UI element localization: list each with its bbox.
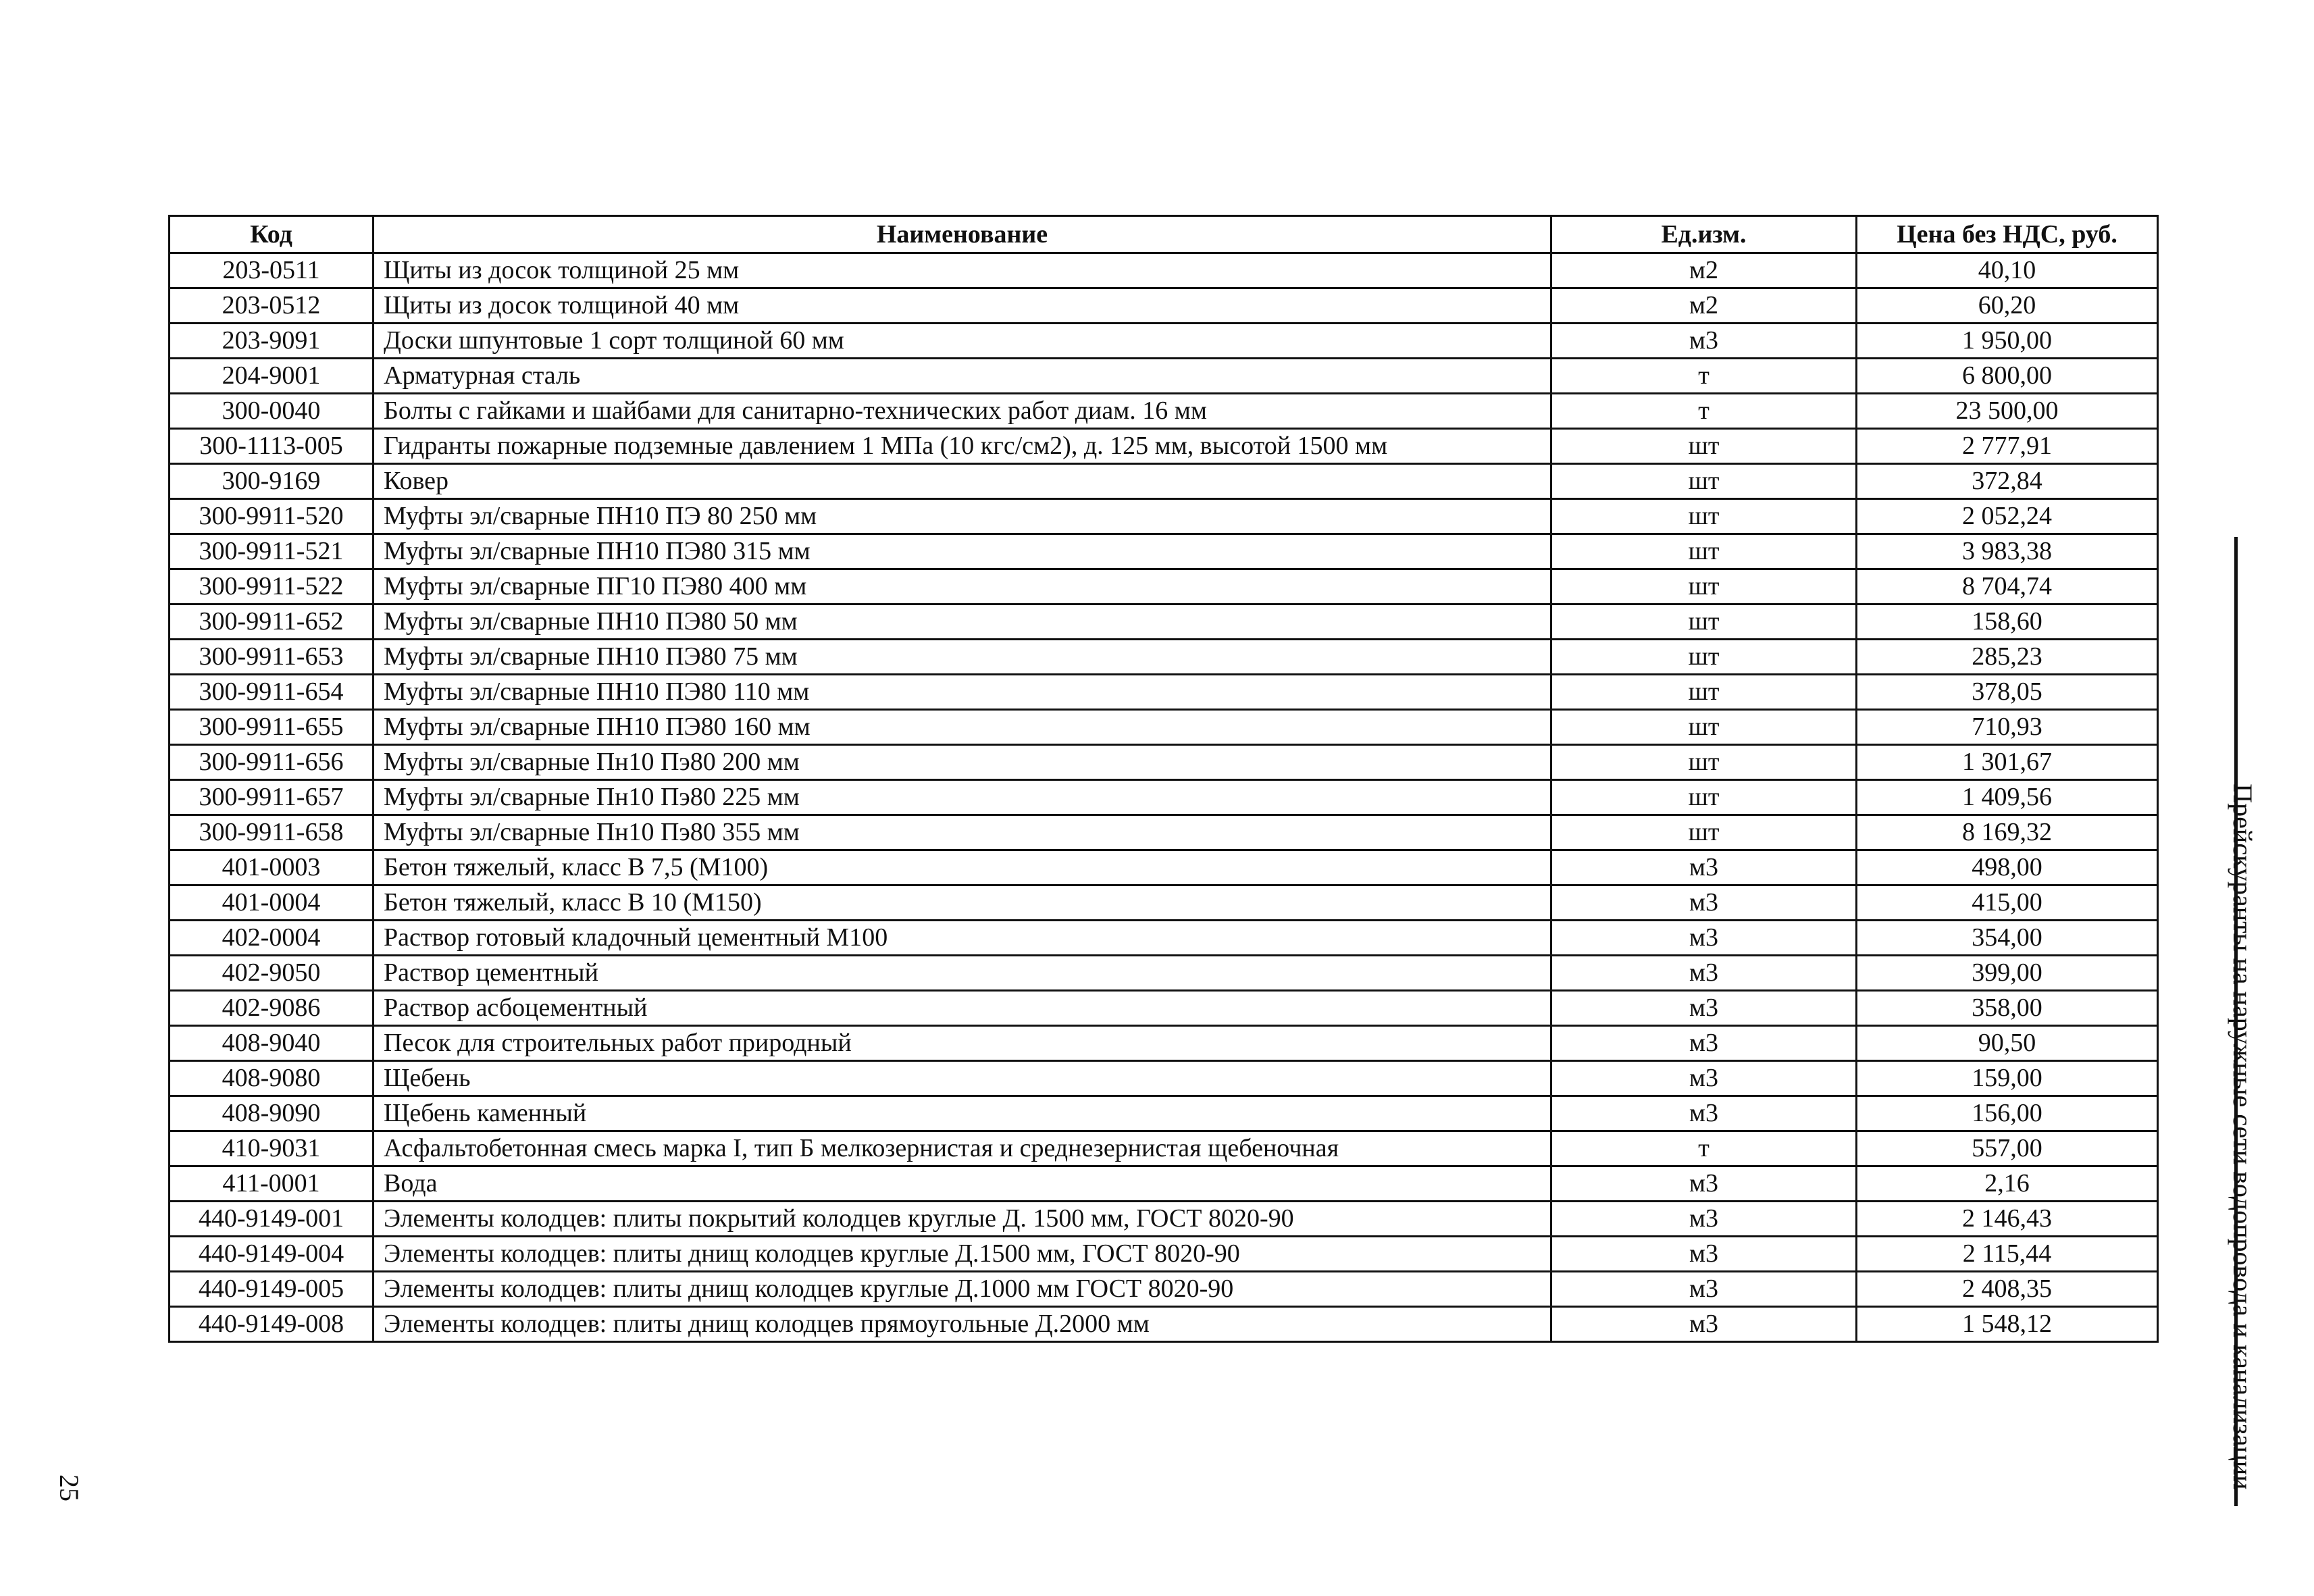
header-unit: Ед.изм. bbox=[1551, 216, 1857, 253]
page-number: 25 bbox=[54, 1474, 84, 1501]
cell-code: 300-9169 bbox=[170, 464, 374, 499]
cell-price: 399,00 bbox=[1857, 956, 2158, 991]
cell-code: 402-9050 bbox=[170, 956, 374, 991]
cell-name: Щебень bbox=[374, 1061, 1551, 1096]
cell-code: 408-9090 bbox=[170, 1096, 374, 1131]
cell-unit: м3 bbox=[1551, 956, 1857, 991]
cell-code: 402-0004 bbox=[170, 921, 374, 956]
table-row bbox=[170, 394, 2158, 429]
cell-unit: м3 bbox=[1551, 991, 1857, 1026]
cell-code: 300-9911-657 bbox=[170, 780, 374, 815]
table-row bbox=[170, 534, 2158, 569]
cell-unit: м3 bbox=[1551, 850, 1857, 885]
cell-code: 300-9911-522 bbox=[170, 569, 374, 604]
cell-unit: м3 bbox=[1551, 921, 1857, 956]
cell-price: 1 950,00 bbox=[1857, 324, 2158, 359]
table-row bbox=[170, 710, 2158, 745]
cell-price: 1 301,67 bbox=[1857, 745, 2158, 780]
table-row bbox=[170, 885, 2158, 921]
cell-price: 90,50 bbox=[1857, 1026, 2158, 1061]
cell-unit: шт bbox=[1551, 675, 1857, 710]
cell-unit: шт bbox=[1551, 640, 1857, 675]
table-row bbox=[170, 569, 2158, 604]
table-row bbox=[170, 745, 2158, 780]
table-row bbox=[170, 1166, 2158, 1202]
cell-name: Асфальтобетонная смесь марка I, тип Б мелкозернистая и среднезернистая щебеночная bbox=[374, 1131, 1551, 1166]
cell-name: Болты с гайками и шайбами для санитарно-технических работ диам. 16 мм bbox=[374, 394, 1551, 429]
cell-name: Щебень каменный bbox=[374, 1096, 1551, 1131]
cell-price: 40,10 bbox=[1857, 253, 2158, 288]
cell-price: 1 409,56 bbox=[1857, 780, 2158, 815]
cell-name: Муфты эл/сварные ПН10 ПЭ 80 250 мм bbox=[374, 499, 1551, 534]
table-row bbox=[170, 1096, 2158, 1131]
cell-name: Бетон тяжелый, класс В 7,5 (М100) bbox=[374, 850, 1551, 885]
cell-name: Ковер bbox=[374, 464, 1551, 499]
cell-unit: м3 bbox=[1551, 1096, 1857, 1131]
cell-unit: шт bbox=[1551, 710, 1857, 745]
cell-name: Муфты эл/сварные ПГ10 ПЭ80 400 мм bbox=[374, 569, 1551, 604]
table-row bbox=[170, 359, 2158, 394]
cell-name: Раствор готовый кладочный цементный М100 bbox=[374, 921, 1551, 956]
cell-code: 300-9911-520 bbox=[170, 499, 374, 534]
cell-price: 3 983,38 bbox=[1857, 534, 2158, 569]
cell-name: Муфты эл/сварные ПН10 ПЭ80 75 мм bbox=[374, 640, 1551, 675]
table-header-row bbox=[170, 216, 2158, 253]
table-row bbox=[170, 956, 2158, 991]
cell-name: Муфты эл/сварные Пн10 Пэ80 225 мм bbox=[374, 780, 1551, 815]
table-row bbox=[170, 499, 2158, 534]
cell-code: 203-9091 bbox=[170, 324, 374, 359]
cell-code: 300-1113-005 bbox=[170, 429, 374, 464]
cell-unit: м3 bbox=[1551, 1026, 1857, 1061]
cell-price: 2 777,91 bbox=[1857, 429, 2158, 464]
table-row bbox=[170, 815, 2158, 850]
cell-price: 2 146,43 bbox=[1857, 1202, 2158, 1237]
cell-code: 440-9149-004 bbox=[170, 1237, 374, 1272]
cell-price: 498,00 bbox=[1857, 850, 2158, 885]
table-row bbox=[170, 1026, 2158, 1061]
table-body bbox=[170, 253, 2158, 1342]
cell-price: 415,00 bbox=[1857, 885, 2158, 921]
cell-code: 203-0512 bbox=[170, 288, 374, 324]
table-row bbox=[170, 850, 2158, 885]
table-row bbox=[170, 1131, 2158, 1166]
cell-price: 23 500,00 bbox=[1857, 394, 2158, 429]
cell-unit: шт bbox=[1551, 569, 1857, 604]
cell-unit: м3 bbox=[1551, 1061, 1857, 1096]
cell-price: 2,16 bbox=[1857, 1166, 2158, 1202]
cell-unit: шт bbox=[1551, 464, 1857, 499]
cell-price: 372,84 bbox=[1857, 464, 2158, 499]
table-row bbox=[170, 288, 2158, 324]
cell-code: 300-9911-656 bbox=[170, 745, 374, 780]
cell-unit: шт bbox=[1551, 815, 1857, 850]
cell-name: Арматурная сталь bbox=[374, 359, 1551, 394]
header-code: Код bbox=[170, 216, 374, 253]
cell-name: Муфты эл/сварные ПН10 ПЭ80 315 мм bbox=[374, 534, 1551, 569]
table-row bbox=[170, 429, 2158, 464]
cell-code: 408-9080 bbox=[170, 1061, 374, 1096]
cell-name: Элементы колодцев: плиты покрытий колодцев круглые Д. 1500 мм, ГОСТ 8020-90 bbox=[374, 1202, 1551, 1237]
cell-unit: м3 bbox=[1551, 1237, 1857, 1272]
table-row bbox=[170, 464, 2158, 499]
cell-unit: т bbox=[1551, 359, 1857, 394]
cell-code: 300-9911-654 bbox=[170, 675, 374, 710]
table-row bbox=[170, 1061, 2158, 1096]
cell-name: Элементы колодцев: плиты днищ колодцев круглые Д.1000 мм ГОСТ 8020-90 bbox=[374, 1272, 1551, 1307]
cell-price: 2 408,35 bbox=[1857, 1272, 2158, 1307]
cell-unit: шт bbox=[1551, 534, 1857, 569]
cell-price: 8 704,74 bbox=[1857, 569, 2158, 604]
cell-code: 440-9149-008 bbox=[170, 1307, 374, 1342]
cell-name: Муфты эл/сварные ПН10 ПЭ80 110 мм bbox=[374, 675, 1551, 710]
cell-price: 285,23 bbox=[1857, 640, 2158, 675]
cell-name: Бетон тяжелый, класс В 10 (М150) bbox=[374, 885, 1551, 921]
cell-price: 2 115,44 bbox=[1857, 1237, 2158, 1272]
cell-name: Раствор асбоцементный bbox=[374, 991, 1551, 1026]
table-row bbox=[170, 253, 2158, 288]
cell-price: 557,00 bbox=[1857, 1131, 2158, 1166]
cell-code: 408-9040 bbox=[170, 1026, 374, 1061]
cell-price: 1 548,12 bbox=[1857, 1307, 2158, 1342]
cell-unit: шт bbox=[1551, 499, 1857, 534]
cell-price: 2 052,24 bbox=[1857, 499, 2158, 534]
table-row bbox=[170, 991, 2158, 1026]
cell-name: Песок для строительных работ природный bbox=[374, 1026, 1551, 1061]
cell-unit: м3 bbox=[1551, 885, 1857, 921]
cell-price: 158,60 bbox=[1857, 604, 2158, 640]
header-price: Цена без НДС, руб. bbox=[1857, 216, 2158, 253]
cell-price: 358,00 bbox=[1857, 991, 2158, 1026]
cell-code: 300-9911-653 bbox=[170, 640, 374, 675]
cell-price: 60,20 bbox=[1857, 288, 2158, 324]
table-row bbox=[170, 640, 2158, 675]
cell-unit: м3 bbox=[1551, 1272, 1857, 1307]
table-row bbox=[170, 1237, 2158, 1272]
cell-price: 8 169,32 bbox=[1857, 815, 2158, 850]
cell-name: Элементы колодцев: плиты днищ колодцев круглые Д.1500 мм, ГОСТ 8020-90 bbox=[374, 1237, 1551, 1272]
cell-code: 300-9911-521 bbox=[170, 534, 374, 569]
cell-name: Элементы колодцев: плиты днищ колодцев прямоугольные Д.2000 мм bbox=[374, 1307, 1551, 1342]
cell-unit: шт bbox=[1551, 745, 1857, 780]
table-row bbox=[170, 1307, 2158, 1342]
cell-code: 300-9911-658 bbox=[170, 815, 374, 850]
cell-code: 440-9149-005 bbox=[170, 1272, 374, 1307]
table-row bbox=[170, 604, 2158, 640]
price-table bbox=[168, 215, 2159, 1343]
table-row bbox=[170, 324, 2158, 359]
cell-code: 401-0003 bbox=[170, 850, 374, 885]
cell-price: 354,00 bbox=[1857, 921, 2158, 956]
cell-code: 204-9001 bbox=[170, 359, 374, 394]
cell-unit: м2 bbox=[1551, 288, 1857, 324]
cell-name: Щиты из досок толщиной 40 мм bbox=[374, 288, 1551, 324]
cell-name: Муфты эл/сварные ПН10 ПЭ80 50 мм bbox=[374, 604, 1551, 640]
cell-code: 300-9911-655 bbox=[170, 710, 374, 745]
cell-name: Щиты из досок толщиной 25 мм bbox=[374, 253, 1551, 288]
cell-code: 440-9149-001 bbox=[170, 1202, 374, 1237]
cell-price: 378,05 bbox=[1857, 675, 2158, 710]
table-row bbox=[170, 1272, 2158, 1307]
cell-code: 300-0040 bbox=[170, 394, 374, 429]
cell-name: Муфты эл/сварные Пн10 Пэ80 355 мм bbox=[374, 815, 1551, 850]
cell-unit: м3 bbox=[1551, 1166, 1857, 1202]
table-row bbox=[170, 675, 2158, 710]
cell-price: 710,93 bbox=[1857, 710, 2158, 745]
table-row bbox=[170, 780, 2158, 815]
cell-code: 411-0001 bbox=[170, 1166, 374, 1202]
cell-name: Муфты эл/сварные Пн10 Пэ80 200 мм bbox=[374, 745, 1551, 780]
cell-unit: м3 bbox=[1551, 1202, 1857, 1237]
cell-price: 6 800,00 bbox=[1857, 359, 2158, 394]
cell-name: Гидранты пожарные подземные давлением 1 МПа (10 кгс/см2), д. 125 мм, высотой 1500 мм bbox=[374, 429, 1551, 464]
cell-code: 410-9031 bbox=[170, 1131, 374, 1166]
cell-unit: шт bbox=[1551, 429, 1857, 464]
cell-name: Доски шпунтовые 1 сорт толщиной 60 мм bbox=[374, 324, 1551, 359]
cell-code: 402-9086 bbox=[170, 991, 374, 1026]
cell-price: 159,00 bbox=[1857, 1061, 2158, 1096]
cell-unit: шт bbox=[1551, 780, 1857, 815]
cell-code: 300-9911-652 bbox=[170, 604, 374, 640]
header-name: Наименование bbox=[374, 216, 1551, 253]
side-title: Прейскуранты на наружные сети водопровода и канализации bbox=[2228, 783, 2258, 1490]
cell-unit: т bbox=[1551, 394, 1857, 429]
cell-unit: шт bbox=[1551, 604, 1857, 640]
cell-unit: м2 bbox=[1551, 253, 1857, 288]
table-row bbox=[170, 1202, 2158, 1237]
cell-price: 156,00 bbox=[1857, 1096, 2158, 1131]
cell-code: 401-0004 bbox=[170, 885, 374, 921]
cell-unit: м3 bbox=[1551, 324, 1857, 359]
cell-unit: т bbox=[1551, 1131, 1857, 1166]
cell-code: 203-0511 bbox=[170, 253, 374, 288]
cell-name: Муфты эл/сварные ПН10 ПЭ80 160 мм bbox=[374, 710, 1551, 745]
cell-unit: м3 bbox=[1551, 1307, 1857, 1342]
cell-name: Вода bbox=[374, 1166, 1551, 1202]
table-row bbox=[170, 921, 2158, 956]
cell-name: Раствор цементный bbox=[374, 956, 1551, 991]
